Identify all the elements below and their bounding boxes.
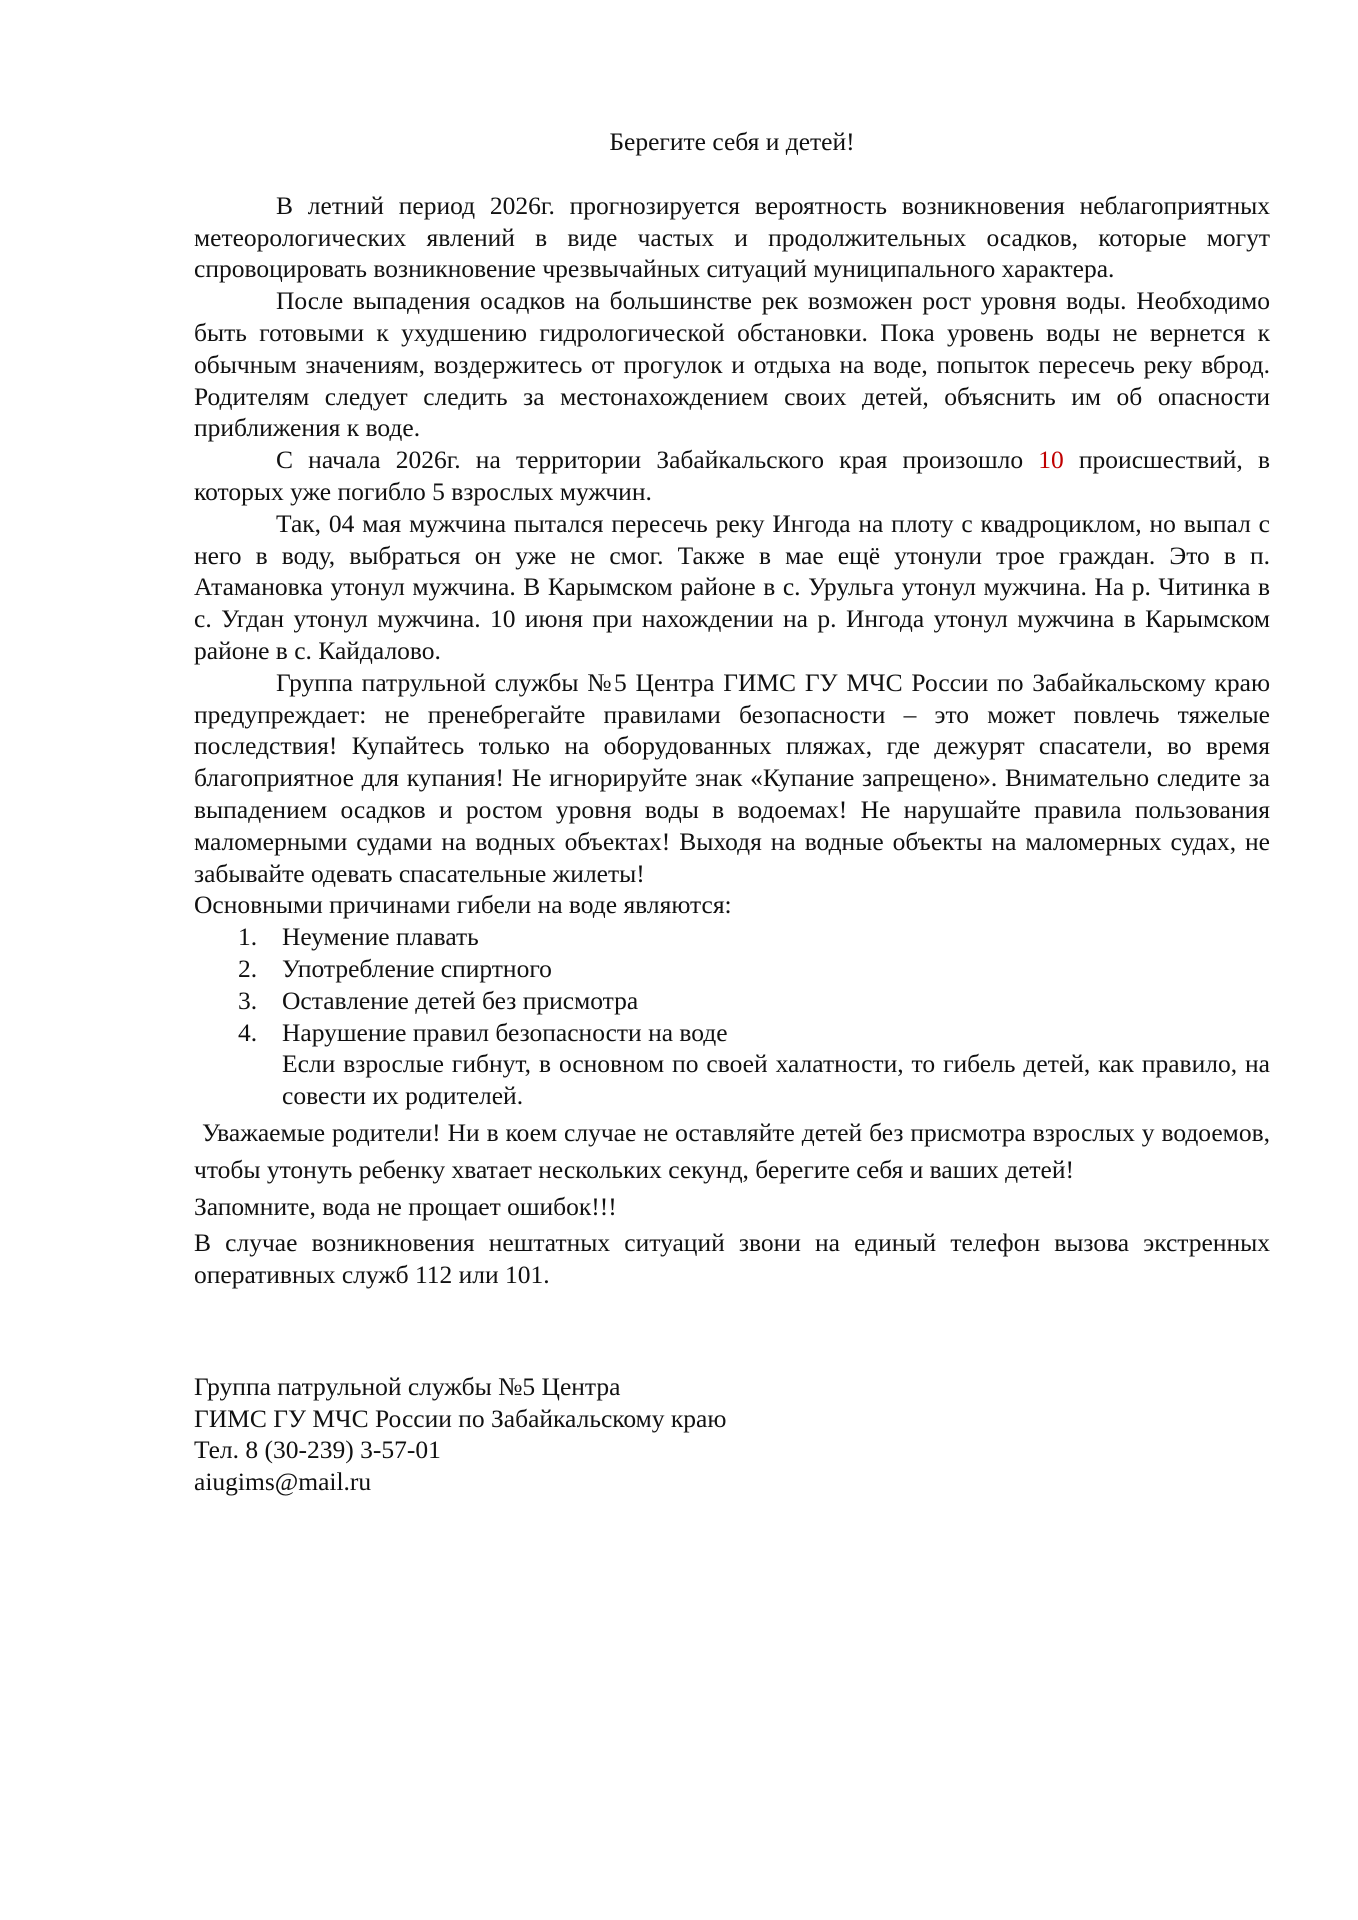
list-item-text: Оставление детей без присмотра — [282, 985, 639, 1015]
list-item-text: Употребление спиртного — [282, 953, 552, 983]
list-item — [194, 953, 1270, 985]
document-body — [194, 126, 1270, 1291]
list-item — [194, 1017, 1270, 1049]
causes-list — [194, 921, 1270, 1048]
incidents-count: 10 — [1038, 445, 1064, 475]
list-item-number: 2. — [238, 953, 258, 983]
paragraph-water-level: После выпадения осадков на большинстве рек возможен рост уровня воды. Необходимо быть готовыми к ухудшению гидрологической обстановки. Пока уровень воды не вернется к обычным значениям, воздержитесь от прогулок и отдыха на воде, попыток пересечь реку вброд. Родителям следует следить за местонахождением своих детей, объяснить им об опасности приближения к воде. — [194, 286, 1270, 443]
signature-org-line1: Группа патрульной службы №5 Центра — [194, 1372, 621, 1401]
list-item — [194, 985, 1270, 1017]
appeal-reminder: Запомните, вода не прощает ошибок!!! — [194, 1191, 617, 1221]
incidents-text-after: происшествий, в которых уже погибло 5 взрослых мужчин. — [194, 445, 1270, 506]
list-item — [194, 921, 1270, 953]
appeal-text: Уважаемые родители! Ни в коем случае не оставляйте детей без присмотра взрослых у водоемов, чтобы утонуть ребенку хватает нескольких секунд, берегите себя и ваших детей! — [194, 1117, 1270, 1184]
paragraph-forecast: В летний период 2026г. прогнозируется вероятность возникновения неблагоприятных метеорологических явлений в виде частых и продолжительных осадков, которые могут спровоцировать возникновение чрезвычайных ситуаций муниципального характера. — [194, 190, 1270, 284]
incidents-text-before: С начала 2026г. на территории Забайкальского края произошло — [276, 445, 1039, 475]
signature-phone: Тел. 8 (30-239) 3-57-01 — [194, 1435, 441, 1464]
list-item-number: 4. — [238, 1017, 258, 1047]
document-title: Берегите себя и детей! — [609, 127, 855, 156]
causes-intro: Основными причинами гибели на воде являются: — [194, 890, 732, 920]
list-item-text: Нарушение правил безопасности на воде — [282, 1017, 728, 1047]
list-item-number: 1. — [238, 922, 258, 952]
list-note: Если взрослые гибнут, в основном по своей халатности, то гибель детей, как правило, на совести их родителей. — [282, 1049, 1270, 1111]
list-item-number: 3. — [238, 985, 258, 1015]
paragraph-warning: Группа патрульной службы №5 Центра ГИМС ГУ МЧС России по Забайкальскому краю предупреждает: не пренебрегайте правилами безопасности – это может повлечь тяжелые последствия! Купайтесь только на оборудованных пляжах, где дежурят спасатели, во время благоприятное для купания! Не игнорируйте знак «Купание запрещено». Внимательно следите за выпадением осадков и ростом уровня воды в водоемах! Не нарушайте правила пользования маломерными судами на водных объектах! Выходя на водные объекты на маломерных судах, не забывайте одевать спасательные жилеты! — [194, 667, 1270, 888]
parents-appeal — [194, 1114, 1270, 1225]
emergency-contacts: В случае возникновения нештатных ситуаций звони на единый телефон вызова экстренных оперативных служб 112 или 101. — [194, 1227, 1270, 1289]
paragraph-cases: Так, 04 мая мужчина пытался пересечь реку Ингода на плоту с квадроциклом, но выпал с него в воду, выбраться он уже не смог. Также в мае ещё утонули трое граждан. Это в п. Атамановка утонул мужчина. В Карымском районе в с. Урульга утонул мужчина. На р. Читинка в с. Угдан утонул мужчина. 10 июня при нахождении на р. Ингода утонул мужчина в Карымском районе в с. Кайдалово. — [194, 508, 1270, 665]
paragraph-incidents — [194, 444, 1270, 508]
signature-org-line2: ГИМС ГУ МЧС России по Забайкальскому краю — [194, 1403, 727, 1433]
list-item-text: Неумение плавать — [282, 922, 479, 952]
signature-email: aiugims@mail.ru — [194, 1466, 372, 1496]
signature-block — [194, 1371, 726, 1497]
